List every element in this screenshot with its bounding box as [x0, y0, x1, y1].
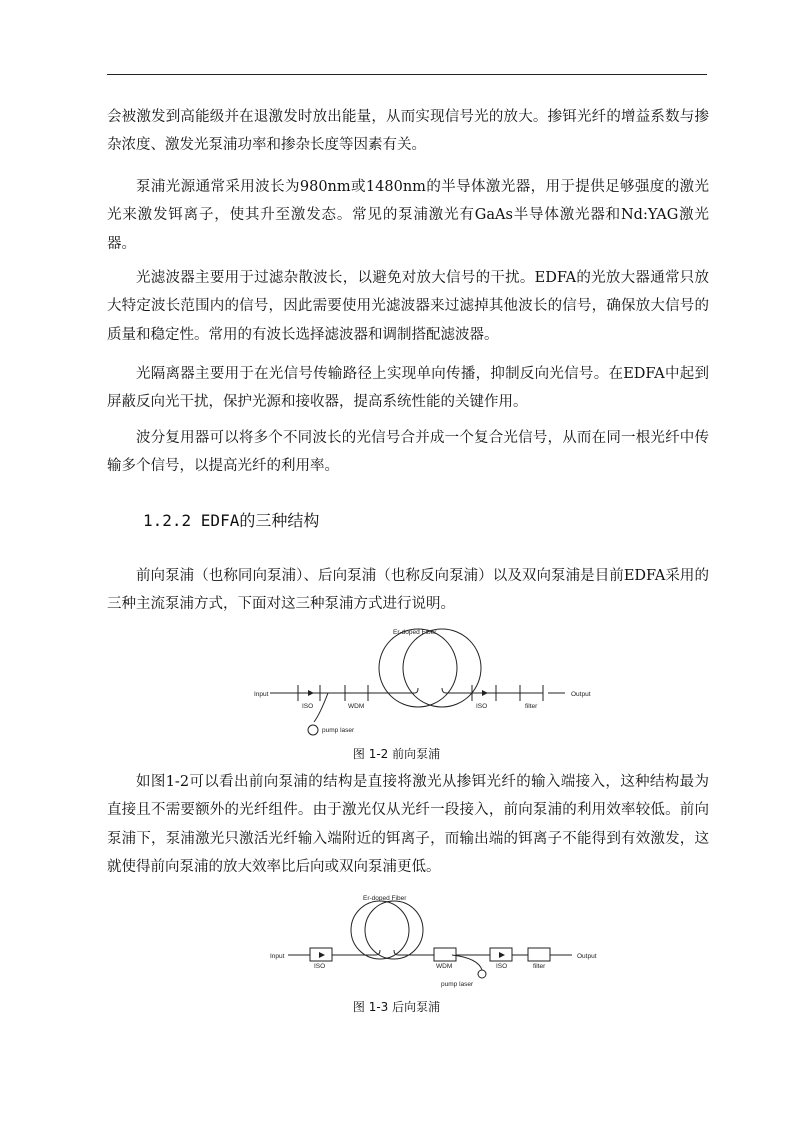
pump-laser-node: [478, 970, 486, 978]
output-label: Output: [571, 691, 591, 698]
iso-label: ISO: [496, 963, 508, 970]
isolator-arrow: [499, 952, 505, 958]
figure-backward-pumping: [262, 892, 612, 994]
iso-label: ISO: [476, 703, 488, 710]
figure-caption: 图 1-3 后向泵浦: [352, 1000, 441, 1014]
input-label: Input: [254, 691, 269, 698]
header-rule: [107, 74, 707, 75]
output-label: Output: [577, 953, 597, 960]
pump-laser-node: [308, 725, 318, 735]
pump-laser-label: pump laser: [322, 727, 355, 734]
isolator-arrow: [308, 690, 314, 696]
isolator-arrow: [319, 952, 325, 958]
figure-caption: 图 1-2 前向泵浦: [352, 747, 441, 761]
section-heading: 1.2.2 EDFA的三种结构: [143, 511, 320, 530]
filter-label: filter: [533, 963, 546, 970]
fiber-coil-left: [379, 629, 457, 707]
filter-label: filter: [525, 703, 538, 710]
paragraph-forward-pumping: 如图1-2可以看出前向泵浦的结构是直接将激光从掺铒光纤的输入端接入，这种结构最为直接且不需要额外的光纤组件。由于激光仅从光纤一段接入，前向泵浦的利用效率较低。前向泵浦下，泵浦激光只激活光纤输入端附近的铒离子，而输出端的铒离子不能得到有效激发，这就使得前向泵浦的放大效率比后向或双向泵浦更低。: [107, 774, 709, 876]
fiber-label: Er-doped Fiber: [393, 629, 437, 636]
fiber-coil-right: [403, 629, 481, 707]
fiber-label: Er-doped Fiber: [363, 895, 407, 902]
iso-label: ISO: [302, 703, 314, 710]
wdm-label: WDM: [436, 963, 453, 970]
paragraph-filter: 光滤波器主要用于过滤杂散波长，以避免对放大信号的干扰。EDFA的光放大器通常只放大特定波长范围内的信号，因此需要使用光滤波器来过滤掉其他波长的信号，确保放大信号的质量和稳定性。常用的有波长选择滤波器和调制搭配滤波器。: [107, 270, 709, 343]
paragraph-intro: 前向泵浦（也称同向泵浦）、后向泵浦（也称反向泵浦）以及双向泵浦是目前EDFA采用的三种主流泵浦方式，下面对这三种泵浦方式进行说明。: [107, 568, 709, 613]
paragraph-isolator: 光隔离器主要用于在光信号传输路径上实现单向传播，抑制反向光信号。在EDFA中起到屏蔽反向光干扰，保护光源和接收器，提高系统性能的关键作用。: [107, 366, 709, 411]
pump-laser-label: pump laser: [441, 981, 474, 988]
paragraph-wdm: 波分复用器可以将多个不同波长的光信号合并成一个复合光信号，从而在同一根光纤中传输多个信号，以提高光纤的利用率。: [107, 430, 709, 475]
isolator-arrow: [482, 690, 488, 696]
figure-forward-pumping: [240, 626, 600, 740]
paragraph-gain: 会被激发到高能级并在退激发时放出能量，从而实现信号光的放大。掺铒光纤的增益系数与掺杂浓度、激发光泵浦功率和掺杂长度等因素有关。: [107, 109, 709, 154]
input-label: Input: [270, 953, 285, 960]
wdm-label: WDM: [348, 703, 365, 710]
paragraph-pump-source: 泵浦光源通常采用波长为980nm或1480nm的半导体激光器，用于提供足够强度的激光光来激发铒离子，使其升至激发态。常见的泵浦激光有GaAs半导体激光器和Nd:YAG激光器。: [107, 179, 709, 252]
iso-label: ISO: [314, 963, 326, 970]
